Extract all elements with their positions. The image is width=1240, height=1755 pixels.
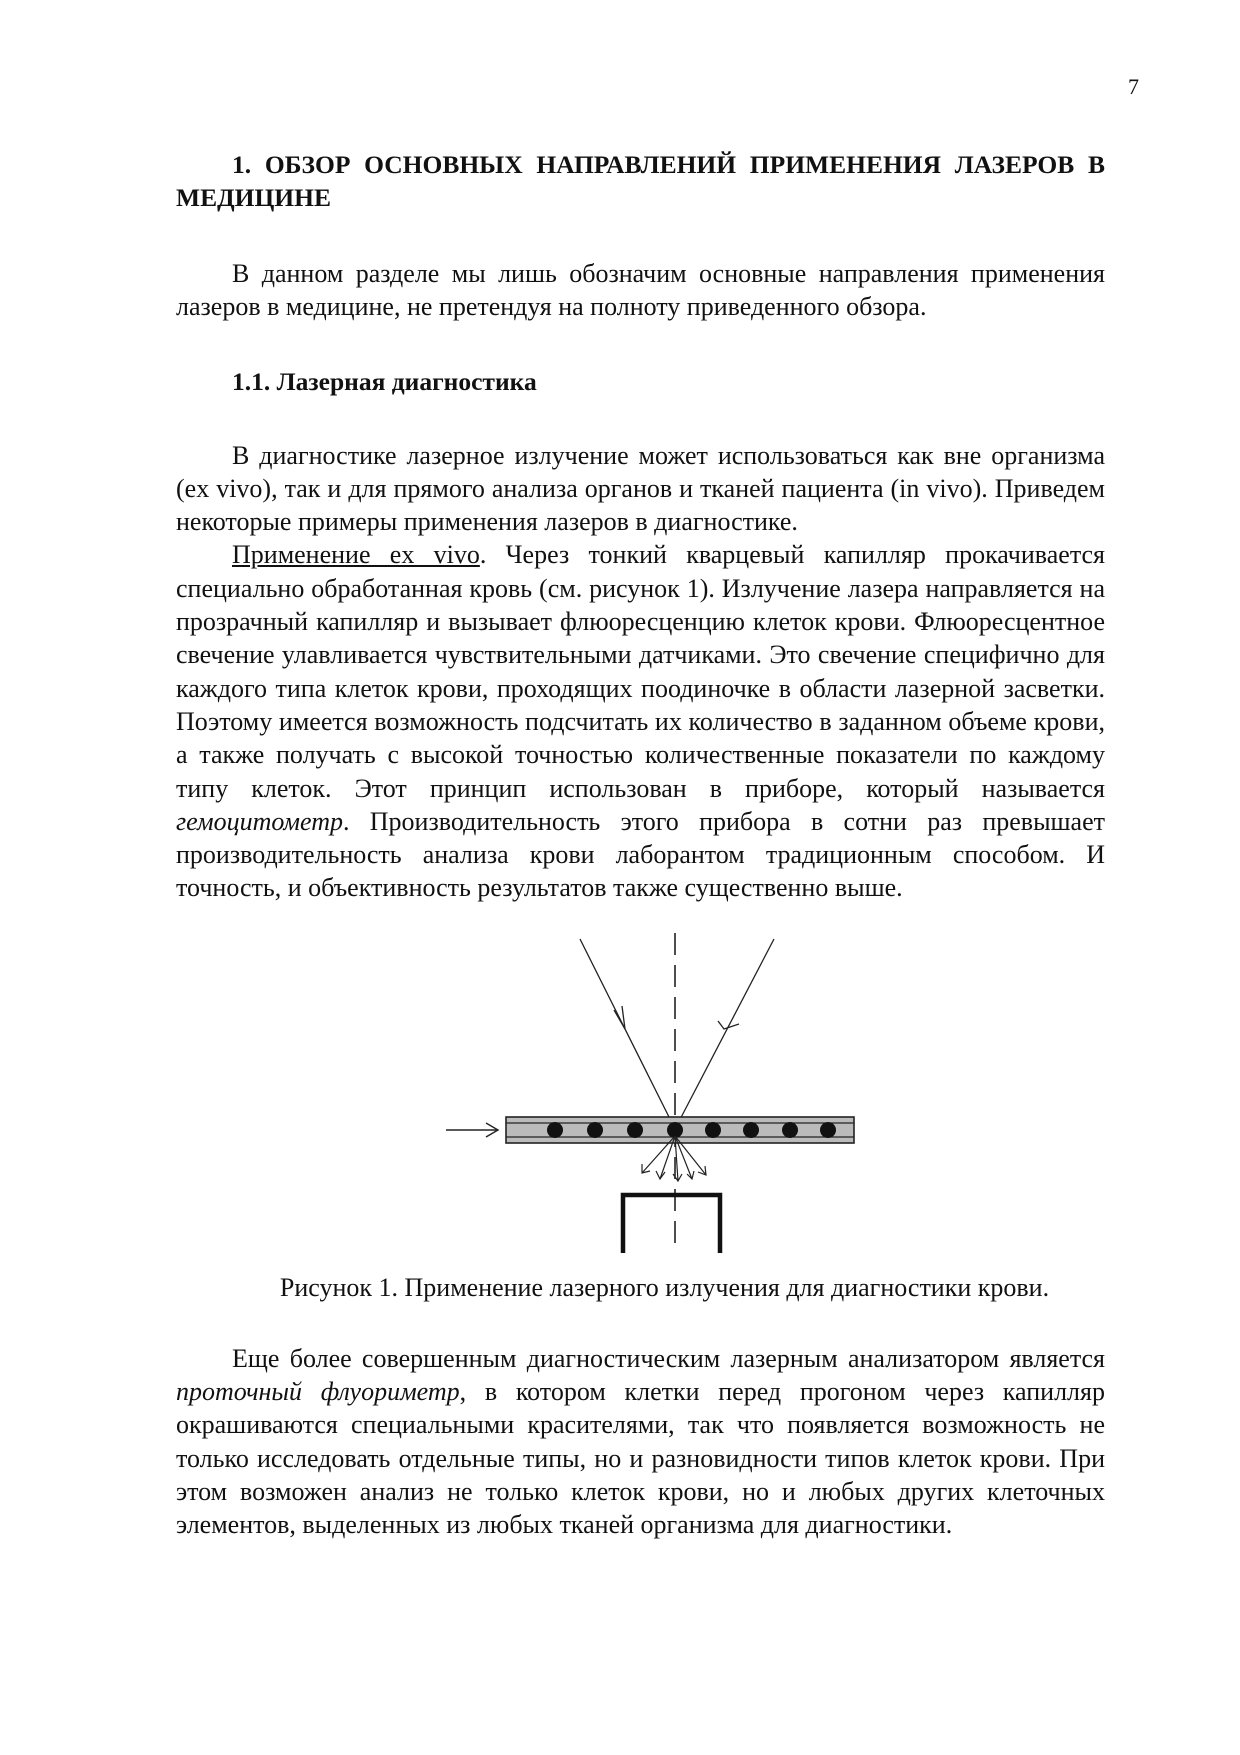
figure-caption: Рисунок 1. Применение лазерного излучения для диагностики крови. bbox=[279, 1272, 1050, 1302]
section-title: 1.1. Лазерная диагностика bbox=[232, 366, 537, 396]
blood-cell bbox=[820, 1122, 836, 1138]
ex-vivo-heading: Применение ex vivo bbox=[232, 540, 480, 570]
figure-1 bbox=[176, 931, 1105, 1271]
ex-vivo-paragraph bbox=[176, 538, 1105, 904]
blood-cell bbox=[627, 1122, 643, 1138]
ex-vivo-text-a: . Через тонкий кварцевый капилляр прокачивается специально обработанная кровь (см. рисунок 1). Излучение лазера направляется на прозрачный капилляр и вызывает флюоресценцию клеток крови. Флюоресцентное свечение улавливается чувствительными датчиками. Это свечение специфично для каждого типа клеток крови, проходящих поодиночке в области лазерной засветки. Поэтому имеется возможность подсчитать их количество в заданном объеме крови, а также получать с высокой точностью количественные показатели по каждому типу клеток. Этот принцип использован в приборе, который называется bbox=[176, 540, 1105, 803]
blood-cell bbox=[587, 1122, 603, 1138]
capillary-diagram bbox=[428, 931, 898, 1256]
hemocytometer-term: гемоцитометр bbox=[176, 806, 343, 836]
laser-beam-left bbox=[580, 939, 675, 1129]
flow-fluorimeter-term: проточный флуориметр bbox=[176, 1377, 460, 1407]
fluorimeter-text-b: , в котором клетки перед прогоном через капилляр окрашиваются специальными красителями, так что появляется возможность не только исследовать отдельные типы, но и разновидности типов клеток крови. При этом возможен анализ не только клеток крови, но и любых других клеточных элементов, выделенных из любых тканей организма для диагностики. bbox=[176, 1377, 1105, 1540]
blood-cell bbox=[705, 1122, 721, 1138]
diagnostics-paragraph: В диагностике лазерное излучение может использоваться как вне организма (ex vivo), так и для прямого анализа органов и тканей пациента (in vivo). Приведем некоторые примеры применения лазеров в диагностике. bbox=[176, 440, 1105, 537]
flow-fluorimeter-paragraph bbox=[176, 1342, 1105, 1542]
intro-paragraph: В данном разделе мы лишь обозначим основные направления применения лазеров в медицине, не претендуя на полноту приведенного обзора. bbox=[176, 259, 1105, 322]
chapter-title: 1. ОБЗОР ОСНОВНЫХ НАПРАВЛЕНИЙ ПРИМЕНЕНИЯ ЛАЗЕРОВ В МЕДИЦИНЕ bbox=[176, 150, 1105, 212]
blood-cell bbox=[782, 1122, 798, 1138]
ex-vivo-text-b: . Производительность этого прибора в сотни раз превышает производительность анализа крови лаборантом традиционным способом. И точность, и объективность результатов также существенно выше. bbox=[176, 806, 1105, 903]
fluorimeter-text-a: Еще более совершенным диагностическим лазерным анализатором является bbox=[232, 1343, 1105, 1373]
page-number: 7 bbox=[1128, 74, 1139, 99]
detector bbox=[623, 1195, 720, 1253]
blood-cell bbox=[547, 1122, 563, 1138]
blood-cell bbox=[743, 1122, 759, 1138]
laser-beam-right bbox=[675, 939, 774, 1129]
page-content bbox=[176, 148, 1105, 1542]
blood-cell bbox=[667, 1122, 683, 1138]
